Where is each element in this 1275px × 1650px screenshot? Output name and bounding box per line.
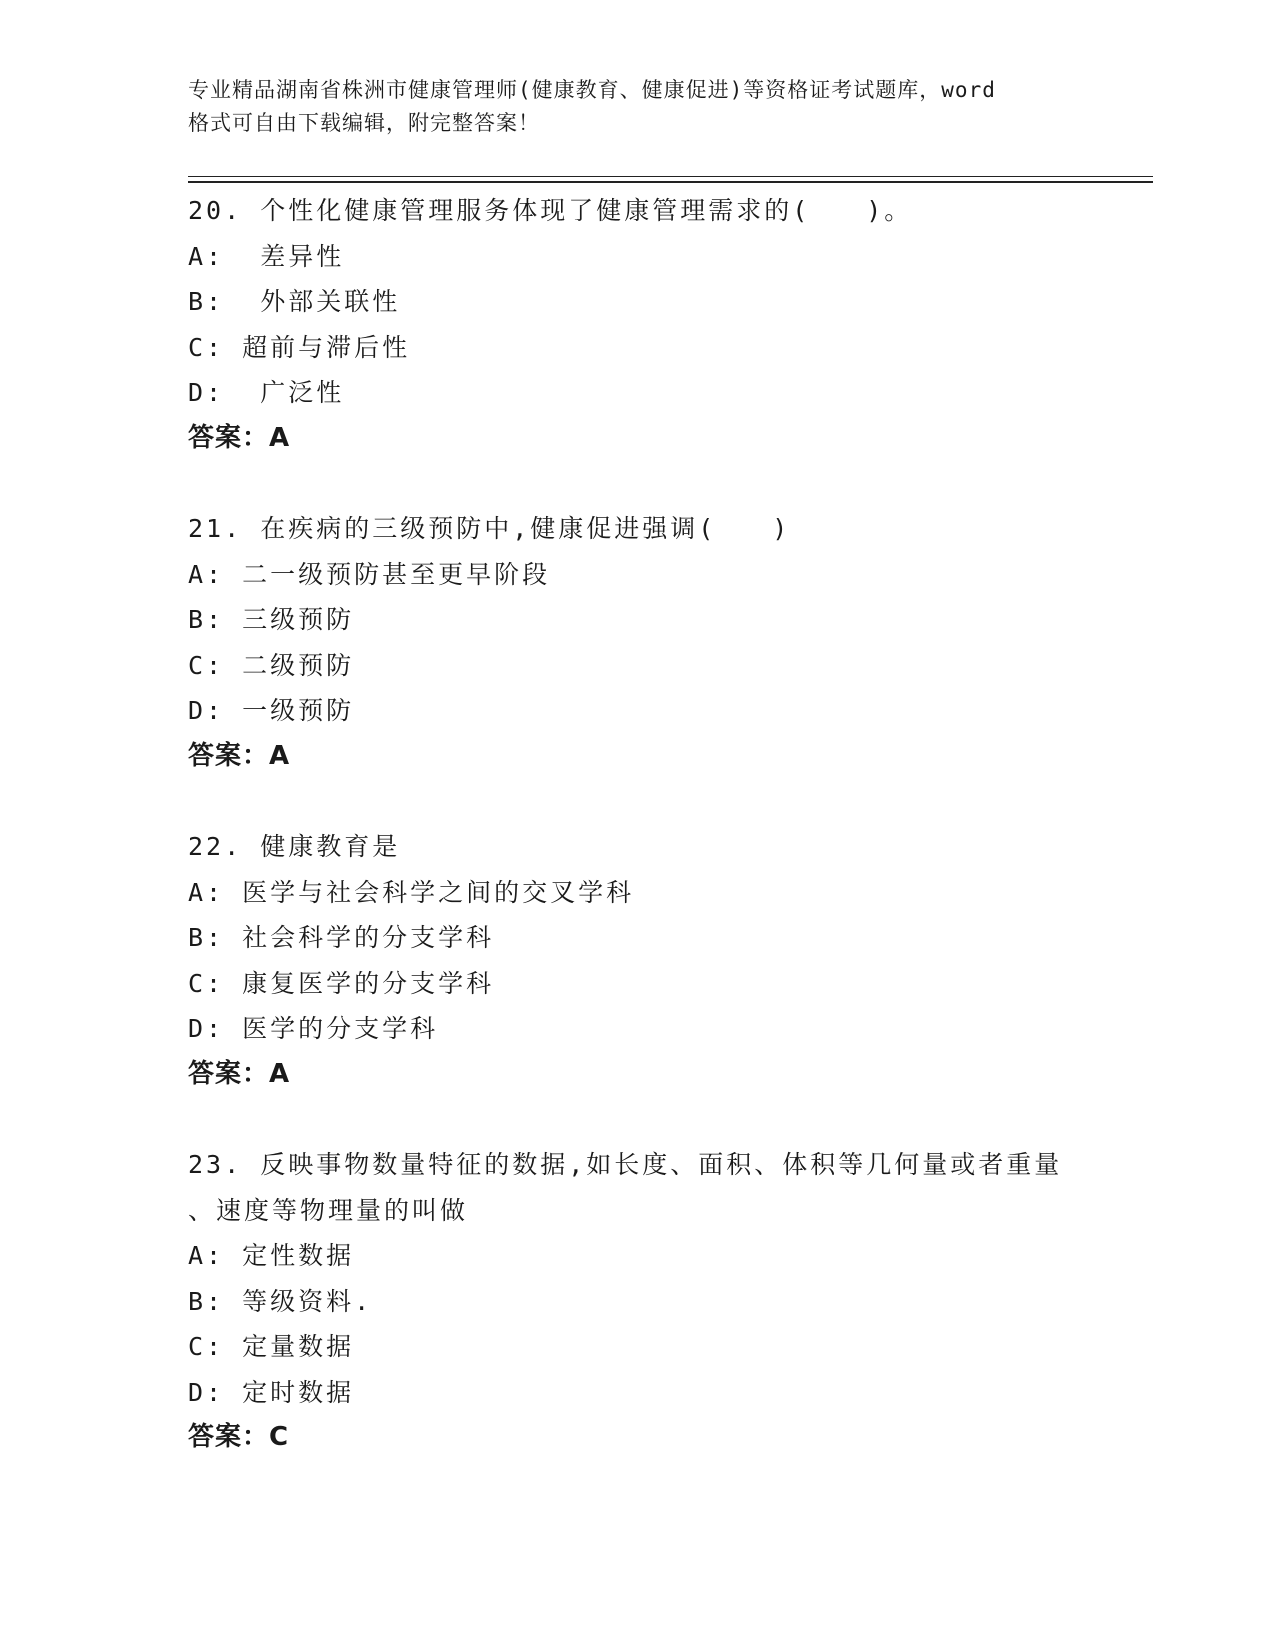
header-divider-thin xyxy=(188,176,1153,177)
question-23 xyxy=(188,1142,1108,1461)
header-divider-thick xyxy=(188,181,1153,183)
document-header xyxy=(188,74,1088,140)
option-c: C: 康复医学的分支学科 xyxy=(188,968,495,998)
option-d: D: 一级预防 xyxy=(188,696,355,725)
option-c: C: 二级预防 xyxy=(188,650,355,680)
answer: 答案：A xyxy=(188,422,291,453)
option-a: A: 医学与社会科学之间的交叉学科 xyxy=(188,877,635,907)
header-line-2: 格式可自由下载编辑，附完整答案！ xyxy=(188,111,540,135)
option-a: A: 二一级预防甚至更早阶段 xyxy=(188,559,551,589)
answer: 答案：A xyxy=(188,1058,291,1089)
answer: 答案：C xyxy=(188,1422,290,1452)
header-line-1: 专业精品湖南省株洲市健康管理师(健康教育、健康促进)等资格证考试题库，word xyxy=(188,78,996,102)
option-b: B: 三级预防 xyxy=(188,605,355,634)
option-a: A: 定性数据 xyxy=(188,1241,355,1270)
option-c: C: 超前与滞后性 xyxy=(188,332,411,362)
option-d: D: 广泛性 xyxy=(188,378,345,407)
option-c: C: 定量数据 xyxy=(188,1332,355,1361)
question-stem: 21. 在疾病的三级预防中,健康促进强调( ) xyxy=(188,514,791,543)
question-20 xyxy=(188,188,1108,461)
option-a: A: 差异性 xyxy=(188,241,345,271)
option-b: B: 社会科学的分支学科 xyxy=(188,923,495,952)
question-stem: 22. 健康教育是 xyxy=(188,832,401,861)
question-22 xyxy=(188,824,1108,1097)
option-d: D: 定时数据 xyxy=(188,1377,355,1407)
option-b: B: 等级资料. xyxy=(188,1286,373,1316)
answer: 答案：A xyxy=(188,740,291,771)
question-stem: 23. 反映事物数量特征的数据,如长度、面积、体积等几何量或者重量 xyxy=(188,1150,1063,1179)
question-list xyxy=(188,188,1108,1506)
question-stem: 20. 个性化健康管理服务体现了健康管理需求的( )。 xyxy=(188,196,913,225)
option-b: B: 外部关联性 xyxy=(188,287,401,316)
option-d: D: 医学的分支学科 xyxy=(188,1014,439,1043)
question-21 xyxy=(188,506,1108,779)
question-stem-continued: 、速度等物理量的叫做 xyxy=(188,1195,469,1225)
